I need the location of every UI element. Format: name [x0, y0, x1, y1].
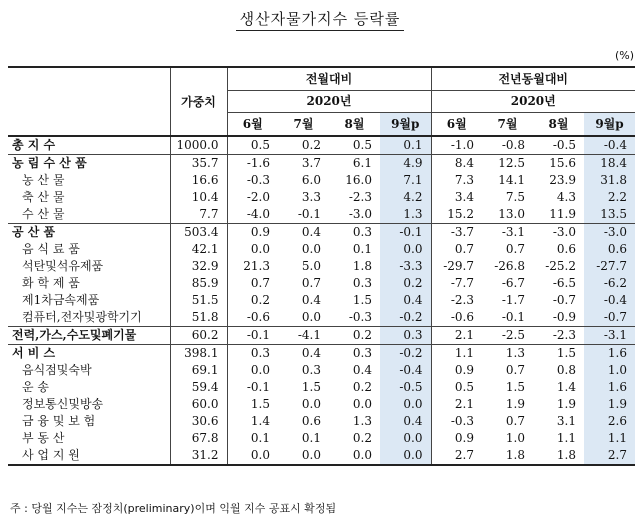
yoy-value-cell: 0.7 — [505, 414, 525, 428]
yoy-value-cell: -6.5 — [552, 276, 576, 290]
mom-value-cell: 0.3 — [329, 224, 380, 242]
row-label-text: 농 림 수 산 품 — [12, 156, 87, 170]
yoy-value-cell: -3.1 — [482, 224, 533, 242]
yoy-value-cell: 0.7 — [431, 241, 482, 258]
mom-value-cell: -0.1 — [380, 224, 431, 242]
mom-value-cell: 0.0 — [301, 310, 321, 324]
row-label-text: 사 업 지 원 — [22, 448, 80, 462]
row-label-text: 운 송 — [22, 380, 49, 394]
yoy-value-cell: 1.6 — [584, 379, 635, 396]
yoy-value-cell: 0.9 — [431, 430, 482, 447]
yoy-value-cell: -25.2 — [545, 259, 576, 273]
mom-value-cell: 0.4 — [380, 413, 431, 430]
row-label-text: 컴퓨터,전자및광학기기 — [22, 310, 142, 324]
row-label — [8, 258, 170, 275]
mom-value-cell: -3.0 — [348, 207, 372, 221]
yoy-value-cell: 0.7 — [505, 242, 525, 256]
table-row — [8, 327, 635, 345]
row-label-text: 금 융 및 보 험 — [22, 414, 96, 428]
mom-value-cell: -0.1 — [297, 207, 321, 221]
yoy-value-cell: 18.4 — [584, 155, 635, 173]
weight-cell: 59.4 — [170, 379, 227, 396]
mom-value-cell: 0.0 — [227, 447, 278, 465]
mom-value-cell: -4.1 — [278, 327, 329, 345]
table-row — [8, 155, 635, 173]
weight-cell: 67.8 — [170, 430, 227, 447]
row-label — [8, 189, 170, 206]
yoy-value-cell: 1.8 — [533, 447, 584, 465]
weight-cell: 1000.0 — [170, 136, 227, 155]
row-label-text: 부 동 산 — [22, 431, 65, 445]
yoy-value-cell: -0.6 — [431, 309, 482, 327]
mom-value-cell: -0.3 — [227, 172, 278, 189]
table-row — [8, 396, 635, 413]
yoy-value-cell: -6.2 — [584, 275, 635, 292]
yoy-value-cell: 13.0 — [498, 207, 525, 221]
yoy-value-cell: -2.3 — [533, 327, 584, 345]
yoy-value-cell: 31.8 — [584, 172, 635, 189]
yoy-value-cell: 15.2 — [431, 206, 482, 224]
footnote: 주 : 당월 지수는 잠정치(preliminary)이며 익월 지수 공표시 확정됨 — [10, 502, 337, 515]
yoy-value-cell: 12.5 — [482, 155, 533, 173]
mom-value-cell: 0.0 — [278, 447, 329, 465]
row-label-text: 서 비 스 — [12, 346, 56, 360]
mom-value-cell: 1.5 — [352, 293, 372, 307]
table-row — [8, 447, 635, 465]
row-label — [8, 224, 170, 242]
mom-value-cell: 6.1 — [329, 155, 380, 173]
weight-cell: 10.4 — [170, 189, 227, 206]
table-row — [8, 292, 635, 309]
mom-value-cell: 0.0 — [380, 396, 431, 413]
mom-value-cell: 0.0 — [301, 242, 321, 256]
yoy-value-cell: -0.4 — [584, 136, 635, 155]
row-label — [8, 396, 170, 413]
mom-value-cell: 1.3 — [380, 206, 431, 224]
table-row — [8, 189, 635, 206]
weight-cell: 30.6 — [170, 413, 227, 430]
mom-value-cell: 0.1 — [352, 242, 372, 256]
yoy-value-cell: -6.7 — [501, 276, 525, 290]
yoy-value-cell: 1.1 — [431, 345, 482, 363]
table-header — [8, 67, 635, 136]
row-label — [8, 275, 170, 292]
mom-value-cell: 0.2 — [380, 275, 431, 292]
yoy-value-cell: 1.9 — [556, 397, 576, 411]
mom-value-cell: 1.5 — [227, 396, 278, 413]
mom-value-cell: 4.2 — [380, 189, 431, 206]
mom-group-header: 전월대비 — [227, 67, 431, 91]
mom-value-cell: 7.1 — [380, 172, 431, 189]
mom-value-cell: -0.6 — [227, 309, 278, 327]
yoy-value-cell: 0.6 — [584, 241, 635, 258]
row-label — [8, 345, 170, 363]
mom-value-cell: 0.0 — [380, 430, 431, 447]
weight-cell: 69.1 — [170, 362, 227, 379]
yoy-value-cell: -1.7 — [501, 293, 525, 307]
mom-value-cell: 0.1 — [380, 136, 431, 155]
yoy-value-cell: 14.1 — [498, 173, 525, 187]
yoy-value-cell: 1.4 — [556, 380, 576, 394]
mom-value-cell: -3.3 — [380, 258, 431, 275]
row-label-text: 정보통신및방송 — [22, 397, 104, 411]
mom-value-cell: 3.3 — [301, 190, 321, 204]
table-row — [8, 258, 635, 275]
yoy-value-cell: 7.5 — [505, 190, 525, 204]
mom-value-cell: 0.2 — [352, 431, 372, 445]
month-header: 9월p — [380, 113, 431, 137]
weight-cell: 51.5 — [170, 292, 227, 309]
weight-cell: 503.4 — [170, 224, 227, 242]
mom-value-cell: 0.1 — [227, 430, 278, 447]
row-label — [8, 327, 170, 345]
mom-value-cell: 5.0 — [301, 259, 321, 273]
yoy-value-cell: 2.2 — [584, 189, 635, 206]
weight-cell: 51.8 — [170, 309, 227, 327]
yoy-value-cell: 2.7 — [431, 447, 482, 465]
row-label — [8, 241, 170, 258]
yoy-value-cell: -2.5 — [482, 327, 533, 345]
mom-value-cell: -0.2 — [380, 309, 431, 327]
mom-value-cell: 0.0 — [380, 447, 431, 465]
yoy-value-cell: 2.1 — [431, 396, 482, 413]
row-label — [8, 447, 170, 465]
yoy-value-cell: -0.3 — [431, 413, 482, 430]
weight-cell: 398.1 — [170, 345, 227, 363]
mom-value-cell: 0.3 — [227, 345, 278, 363]
yoy-value-cell: -0.7 — [584, 309, 635, 327]
yoy-value-cell: 1.0 — [505, 431, 525, 445]
yoy-year-header: 2020년 — [431, 91, 635, 113]
table-row — [8, 136, 635, 155]
row-label — [8, 309, 170, 327]
mom-value-cell: 1.4 — [227, 413, 278, 430]
yoy-value-cell: 13.5 — [584, 206, 635, 224]
mom-value-cell: -0.3 — [348, 310, 372, 324]
yoy-value-cell: -3.7 — [431, 224, 482, 242]
mom-value-cell: 0.4 — [301, 293, 321, 307]
yoy-value-cell: 2.1 — [431, 327, 482, 345]
mom-value-cell: 16.0 — [345, 173, 372, 187]
mom-value-cell: 0.9 — [227, 224, 278, 242]
yoy-value-cell: 1.0 — [584, 362, 635, 379]
weight-cell: 60.0 — [170, 396, 227, 413]
mom-value-cell: 1.8 — [352, 259, 372, 273]
weight-cell: 32.9 — [170, 258, 227, 275]
table-row — [8, 206, 635, 224]
mom-value-cell: 0.4 — [380, 292, 431, 309]
row-label — [8, 362, 170, 379]
month-header: 6월 — [431, 113, 482, 137]
weight-cell: 7.7 — [170, 206, 227, 224]
month-header: 7월 — [482, 113, 533, 137]
mom-value-cell: -0.2 — [380, 345, 431, 363]
yoy-value-cell: 0.9 — [431, 362, 482, 379]
table-row — [8, 362, 635, 379]
yoy-value-cell: -0.1 — [501, 310, 525, 324]
weight-cell: 35.7 — [170, 155, 227, 173]
table-row — [8, 275, 635, 292]
row-label — [8, 430, 170, 447]
yoy-value-cell: -26.8 — [494, 259, 525, 273]
month-header: 6월 — [227, 113, 278, 137]
yoy-value-cell: 4.3 — [556, 190, 576, 204]
table-row — [8, 172, 635, 189]
weight-cell: 85.9 — [170, 275, 227, 292]
row-label — [8, 155, 170, 173]
table-title: 생산자물가지수 등락률 — [0, 8, 640, 29]
row-label-text: 전력,가스,수도및폐기물 — [12, 328, 137, 342]
row-label-text: 공 산 품 — [12, 225, 56, 239]
yoy-value-cell: -3.0 — [584, 224, 635, 242]
yoy-value-cell: 1.1 — [556, 431, 576, 445]
row-label-text: 음 식 료 품 — [22, 242, 80, 256]
mom-value-cell: 0.2 — [352, 380, 372, 394]
row-label — [8, 292, 170, 309]
month-header: 7월 — [278, 113, 329, 137]
mom-value-cell: -2.0 — [227, 189, 278, 206]
yoy-value-cell: -1.0 — [431, 136, 482, 155]
row-label-text: 수 산 물 — [22, 207, 65, 221]
mom-value-cell: 0.5 — [329, 136, 380, 155]
yoy-value-cell: 1.1 — [584, 430, 635, 447]
table-row — [8, 430, 635, 447]
month-header: 9월p — [584, 113, 635, 137]
table-row — [8, 413, 635, 430]
weight-cell: 31.2 — [170, 447, 227, 465]
yoy-value-cell: 1.3 — [482, 345, 533, 363]
mom-value-cell: 0.4 — [278, 224, 329, 242]
yoy-value-cell: 1.9 — [584, 396, 635, 413]
mom-value-cell: 0.3 — [301, 363, 321, 377]
mom-value-cell: 0.2 — [227, 292, 278, 309]
mom-value-cell: 1.5 — [301, 380, 321, 394]
yoy-value-cell: 8.4 — [431, 155, 482, 173]
yoy-value-cell: -2.3 — [431, 292, 482, 309]
yoy-value-cell: 2.6 — [584, 413, 635, 430]
mom-value-cell: -4.0 — [227, 206, 278, 224]
yoy-value-cell: -3.1 — [584, 327, 635, 345]
mom-value-cell: 0.1 — [301, 431, 321, 445]
yoy-value-cell: 2.7 — [584, 447, 635, 465]
row-label-text: 화 학 제 품 — [22, 276, 80, 290]
mom-value-cell: 0.0 — [329, 447, 380, 465]
mom-value-cell: 0.2 — [278, 136, 329, 155]
ppi-table — [8, 66, 635, 466]
mom-value-cell: 0.0 — [227, 362, 278, 379]
mom-value-cell: 0.7 — [301, 276, 321, 290]
mom-value-cell: 0.7 — [227, 275, 278, 292]
mom-value-cell: 0.3 — [352, 276, 372, 290]
mom-value-cell: 0.2 — [329, 327, 380, 345]
mom-value-cell: 0.0 — [227, 241, 278, 258]
mom-value-cell: 0.0 — [301, 397, 321, 411]
table-row — [8, 345, 635, 363]
table-row — [8, 379, 635, 396]
yoy-value-cell: 0.7 — [505, 363, 525, 377]
row-label-text: 음식점및숙박 — [22, 363, 92, 377]
yoy-value-cell: 3.4 — [431, 189, 482, 206]
table-row — [8, 241, 635, 258]
mom-value-cell: 0.4 — [278, 345, 329, 363]
yoy-value-cell: -7.7 — [431, 275, 482, 292]
mom-value-cell: -0.1 — [227, 379, 278, 396]
mom-value-cell: 0.6 — [301, 414, 321, 428]
mom-value-cell: -0.5 — [380, 379, 431, 396]
row-label-text: 석탄및석유제품 — [22, 259, 104, 273]
row-label — [8, 206, 170, 224]
row-label-text: 축 산 물 — [22, 190, 65, 204]
mom-value-cell: 0.5 — [227, 136, 278, 155]
row-label — [8, 172, 170, 189]
row-label — [8, 379, 170, 396]
row-label — [8, 413, 170, 430]
yoy-value-cell: -29.7 — [431, 258, 482, 275]
mom-value-cell: 21.3 — [227, 258, 278, 275]
mom-value-cell: 0.0 — [380, 241, 431, 258]
mom-value-cell: 3.7 — [278, 155, 329, 173]
mom-value-cell: 1.3 — [352, 414, 372, 428]
mom-value-cell: 0.3 — [329, 345, 380, 363]
yoy-value-cell: 7.3 — [431, 172, 482, 189]
yoy-value-cell: 0.6 — [556, 242, 576, 256]
yoy-group-header: 전년동월대비 — [431, 67, 635, 91]
yoy-value-cell: 1.5 — [505, 380, 525, 394]
yoy-value-cell: 15.6 — [533, 155, 584, 173]
yoy-value-cell: 0.8 — [556, 363, 576, 377]
mom-value-cell: 4.9 — [380, 155, 431, 173]
table-body — [8, 136, 635, 465]
weight-cell: 42.1 — [170, 241, 227, 258]
yoy-value-cell: -0.9 — [552, 310, 576, 324]
weight-cell: 16.6 — [170, 172, 227, 189]
mom-value-cell: 6.0 — [301, 173, 321, 187]
unit-label: (%) — [614, 49, 634, 62]
label-header — [8, 67, 170, 136]
yoy-value-cell: -0.8 — [482, 136, 533, 155]
weight-header: 가중치 — [170, 67, 227, 136]
yoy-value-cell: -0.4 — [584, 292, 635, 309]
mom-value-cell: 0.3 — [380, 327, 431, 345]
yoy-value-cell: 3.1 — [556, 414, 576, 428]
yoy-value-cell: 1.9 — [505, 397, 525, 411]
weight-cell: 60.2 — [170, 327, 227, 345]
mom-value-cell: -0.1 — [227, 327, 278, 345]
row-label-text: 제1차금속제품 — [22, 293, 100, 307]
month-header: 8월 — [533, 113, 584, 137]
yoy-value-cell: -0.7 — [552, 293, 576, 307]
mom-value-cell: -2.3 — [348, 190, 372, 204]
mom-value-cell: 0.0 — [352, 397, 372, 411]
mom-value-cell: 0.4 — [352, 363, 372, 377]
yoy-value-cell: -27.7 — [584, 258, 635, 275]
yoy-value-cell: 1.5 — [533, 345, 584, 363]
yoy-value-cell: 0.5 — [431, 379, 482, 396]
mom-year-header: 2020년 — [227, 91, 431, 113]
yoy-value-cell: -0.5 — [533, 136, 584, 155]
mom-value-cell: -1.6 — [227, 155, 278, 173]
table-row — [8, 309, 635, 327]
yoy-value-cell: -3.0 — [533, 224, 584, 242]
month-header: 8월 — [329, 113, 380, 137]
row-label-text: 농 산 물 — [22, 173, 65, 187]
row-label-text: 총 지 수 — [12, 138, 56, 152]
yoy-value-cell: 23.9 — [549, 173, 576, 187]
row-label — [8, 136, 170, 155]
yoy-value-cell: 1.8 — [482, 447, 533, 465]
yoy-value-cell: 1.6 — [584, 345, 635, 363]
yoy-value-cell: 11.9 — [549, 207, 576, 221]
mom-value-cell: -0.4 — [380, 362, 431, 379]
table-row — [8, 224, 635, 242]
